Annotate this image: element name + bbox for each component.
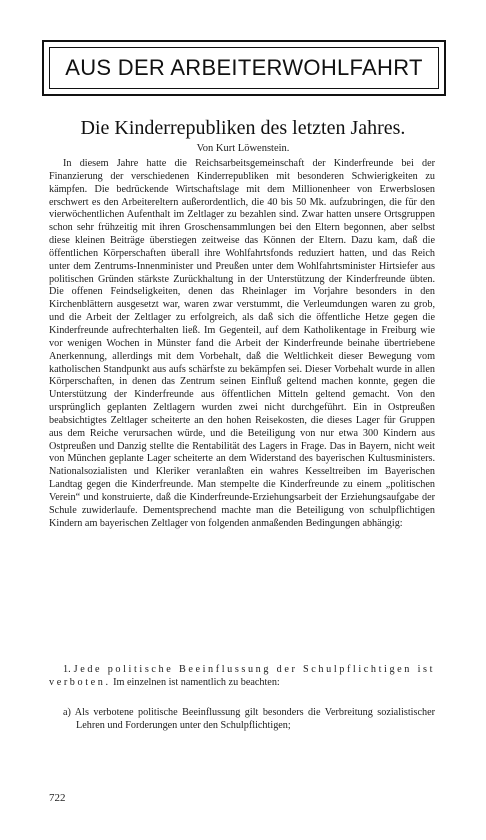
section-header-inner-frame xyxy=(49,47,439,89)
article-author: Von Kurt Löwenstein. xyxy=(196,143,290,154)
page-number: 722 xyxy=(49,792,66,804)
condition-rest-text: Im einzelnen ist namentlich zu beachten: xyxy=(113,676,280,688)
condition-heading xyxy=(49,664,435,690)
condition-spaced-text: Jede politische Beeinflussung der Schulpflichtigen ist verboten. xyxy=(49,664,436,688)
article-body xyxy=(49,158,435,530)
article-title: Die Kinderrepubliken des letzten Jahres. xyxy=(80,117,406,139)
section-header-frame xyxy=(42,40,446,96)
condition-sub-item-a: a) Als verbotene politische Beeinflussung gilt besonders die Verbreitung sozialistischer Lehren und Forderungen unter den Schulpflichtigen; xyxy=(63,707,435,731)
condition-number: 1. xyxy=(63,664,71,675)
body-paragraph: In diesem Jahre hatte die Reichsarbeitsgemeinschaft der Kinderfreunde bei der Finanzierung der verschiedenen Kinderrepubliken mit besonderen Schwierigkeiten zu kämpfen. Die bedrückende Wirtschaftslage mit dem Millionenheer von Erwerbslosen erschwert es den Arbeitereltern außerordentlich, die 40 bis 50 Mk. aufzubringen, die für den vierwöchentlichen Aufenthalt im Zeltlager zu bezahlen sind. Zwar hatten unsere Ortsgruppen schon sehr frühzeitig mit ihren Groschensammlungen bei den Eltern begonnen, aber selbst diese kleinen Beiträge überstiegen zeitweise das Können der Eltern. Dazu kam, daß die öffentlichen Körperschaften überall ihre Wohlfahrtsfonds reduziert hatten, und das Reich unter dem Zentrums-Innenminister und Preußen unter dem Wohlfahrtsminister Hirtsiefer aus politischen Gründen stärkste Zurückhaltung in der Unterstützung der Kinderfreunde übten. Die offenen Feindseligkeiten, denen das Rheinlager im Vorjahre besonders in den Kirchenblättern ausgesetzt war, waren zwar verstummt, die Verleumdungen waren zu grob, und die Arbeit der Zeltlager zu erfolgreich, als daß sich die öffentliche Hetze gegen die Kinderfreunde aufrechterhalten ließ. Im Gegenteil, auf dem Katholikentage in Freiburg wie vor wenigen Wochen in Münster fand die Arbeit der Kinderfreunde beinahe übertriebene Anerkennung, allerdings mit dem Vorbehalt, daß die Weltlichkeit dieser Bewegung vom katholischen Standpunkt aus aufs schärfste zu bekämpfen sei. Dieser Vorbehalt wurde in allen Körperschaften, in denen das Zentrum seinen Einfluß geltend machen konnte, gegen die Unterstützung der Kinderfreunde aus öffentlichen Mitteln geltend gemacht. Von den ursprünglich geplanten Zeltlagern wurden zwei nicht durchgeführt. Ein in Ostpreußen beabsichtigtes Zeltlager scheiterte an den hohen Reisekosten, die dieses Lager für Gruppen aus dem Reiche verursachen würde, und die Beteiligung von nur etwa 300 Kindern aus Ostpreußen und Danzig stellte die Rentabilität des Lagers in Frage. Das in Bayern, nicht weit von München geplante Lager scheiterte an dem Widerstand des bayerischen Kultusministers. Nationalsozialisten und Kleriker veranlaßten ein wahres Kesseltreiben im Bayerischen Landtag gegen die Kinderfreunde. Man stempelte die Kinderfreunde zu einem „politischen Verein“ und konstruierte, daß die Kinderfreunde-Erziehungsarbeit der Erziehungsaufgabe der Schule zuwiderlaufe. Dementsprechend machte man die Beteiligung von schulpflichtigen Kindern am bayerischen Zeltlager von folgenden anmaßenden Bedingungen abhängig: xyxy=(49,158,435,529)
section-header-title: AUS DER ARBEITERWOHLFAHRT xyxy=(65,55,423,80)
